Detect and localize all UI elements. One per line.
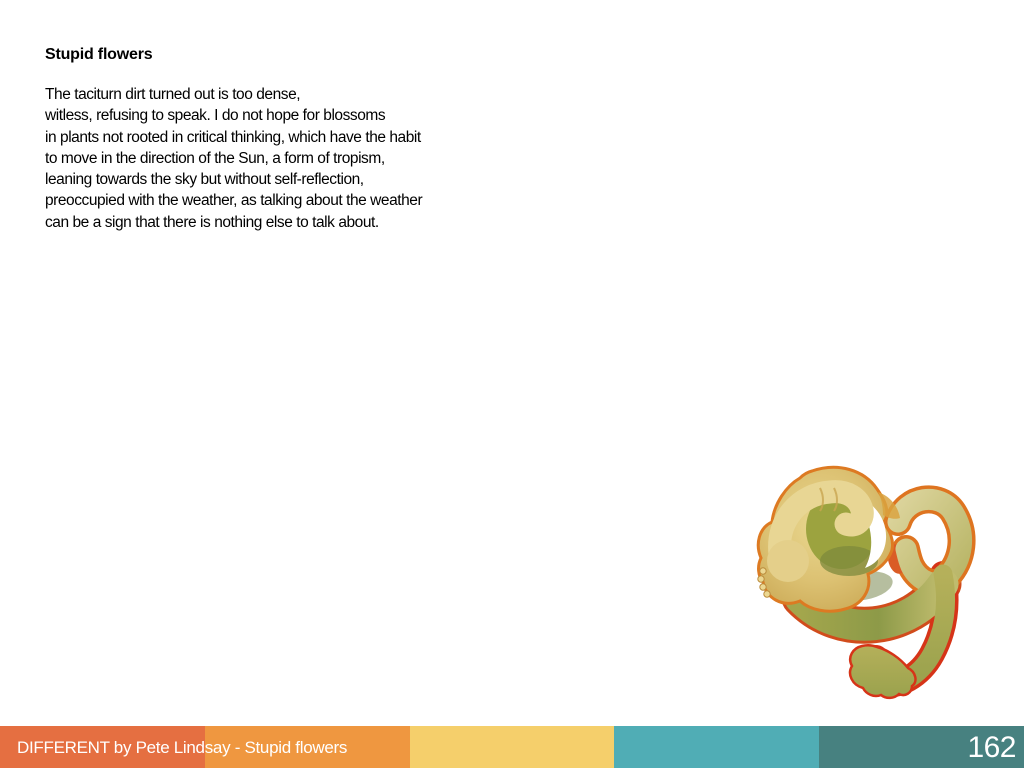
poem-line: preoccupied with the weather, as talking about the weather xyxy=(45,192,423,210)
poem-line: in plants not rooted in critical thinking, which have the habit xyxy=(45,128,421,146)
flower-illustration xyxy=(750,458,1010,708)
footer-segment xyxy=(614,726,819,768)
footer-segment xyxy=(410,726,615,768)
footer-bar xyxy=(0,726,1024,768)
footer-caption: DIFFERENT by Pete Lindsay - Stupid flowers xyxy=(17,738,348,757)
poem-block xyxy=(45,44,422,233)
poem-line: witless, refusing to speak. I do not hope for blossoms xyxy=(45,107,386,125)
poem-line: leaning towards the sky but without self-reflection, xyxy=(45,171,364,189)
poem-title: Stupid flowers xyxy=(45,46,153,63)
cheek-lobe xyxy=(767,540,809,582)
poem-line: to move in the direction of the Sun, a form of tropism, xyxy=(45,149,385,167)
poem-line: The taciturn dirt turned out is too dense, xyxy=(45,86,301,103)
foot-shape xyxy=(850,645,915,698)
poem-line: can be a sign that there is nothing else to talk about. xyxy=(45,213,379,231)
page-number: 162 xyxy=(967,731,1016,764)
